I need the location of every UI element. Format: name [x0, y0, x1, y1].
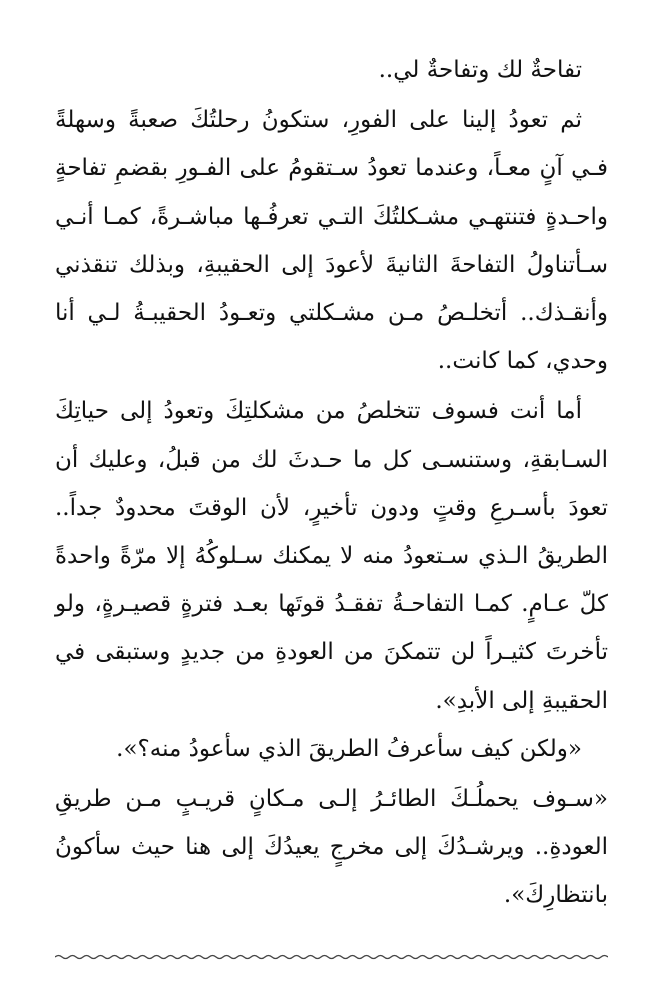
paragraph-5: [55, 775, 608, 920]
paragraph-1: [55, 46, 608, 94]
body-text: [55, 46, 608, 920]
paragraph-3: [55, 387, 608, 724]
text-line: كلّ عـامٍ. كمـا التفاحـةُ تفقـدُ قوتَها بعـد فترةٍ قصيـرةٍ، ولو: [55, 591, 608, 618]
text-line: بانتظارِكَ».: [503, 882, 608, 909]
text-line: تعودَ بأسـرعِ وقتٍ ودون تأخيرٍ، لأن الوقتَ محدودٌ جداً..: [55, 494, 608, 521]
text-line: فـي آنٍ معـاً، وعندما تعودُ سـتقومُ على الفـورِ بقضمِ تفاحةٍ: [55, 155, 608, 182]
text-line: تأخرتَ كثيـراً لن تتمكنَ من العودةِ من جديدٍ وستبقى في: [55, 639, 608, 666]
wavy-divider-line: [55, 956, 608, 959]
text-line: الطريقُ الـذي سـتعودُ منه لا يمكنك سـلوكُهُ إلا مرّةً واحدةً: [55, 543, 608, 570]
text-line: «سـوف يحملُـكَ الطائـرُ إلـى مـكانٍ قريـبٍ مـن طريقِ: [55, 786, 608, 813]
text-line: تفاحةٌ لك وتفاحةٌ لي..: [378, 57, 582, 83]
text-line: أما أنت فسوف تتخلصُ من مشكلتِكَ وتعودُ إلى حياتِكَ: [55, 398, 582, 425]
text-line: واحـدةٍ فتنتهـي مشـكلتُكَ التـي تعرفُـها مباشـرةً، كمـا أنـي: [55, 203, 608, 230]
text-line: «ولكن كيف سأعرفُ الطريقَ الذي سأعودُ منه؟».: [116, 735, 582, 762]
wavy-divider: [55, 950, 608, 964]
text-line: الحقيبةِ إلى الأبدِ».: [435, 687, 608, 714]
text-line: العودةِ.. ويرشـدُكَ إلى مخرجٍ يعيدُكَ إلى هنا حيث سأكونُ: [55, 834, 608, 861]
text-line: وأنقـذك.. أتخلـصُ مـن مشـكلتي وتعـودُ الحقيبـةُ لـي أنا: [55, 300, 608, 327]
paragraph-2: [55, 96, 608, 385]
text-line: سـأتناولُ التفاحةَ الثانيةَ لأعودَ إلى الحقيبةِ، وبذلك تنقذني: [55, 251, 608, 278]
text-line: السـابقةِ، وستنسـى كل ما حـدثَ لك من قبلُ، وعليك أن: [55, 446, 608, 473]
paragraph-4: [55, 725, 608, 773]
text-line: ثم تعودُ إلينا على الفورِ، ستكونُ رحلتُكَ صعبةً وسهلةً: [55, 107, 582, 134]
text-line: وحدي، كما كانت..: [437, 348, 608, 375]
